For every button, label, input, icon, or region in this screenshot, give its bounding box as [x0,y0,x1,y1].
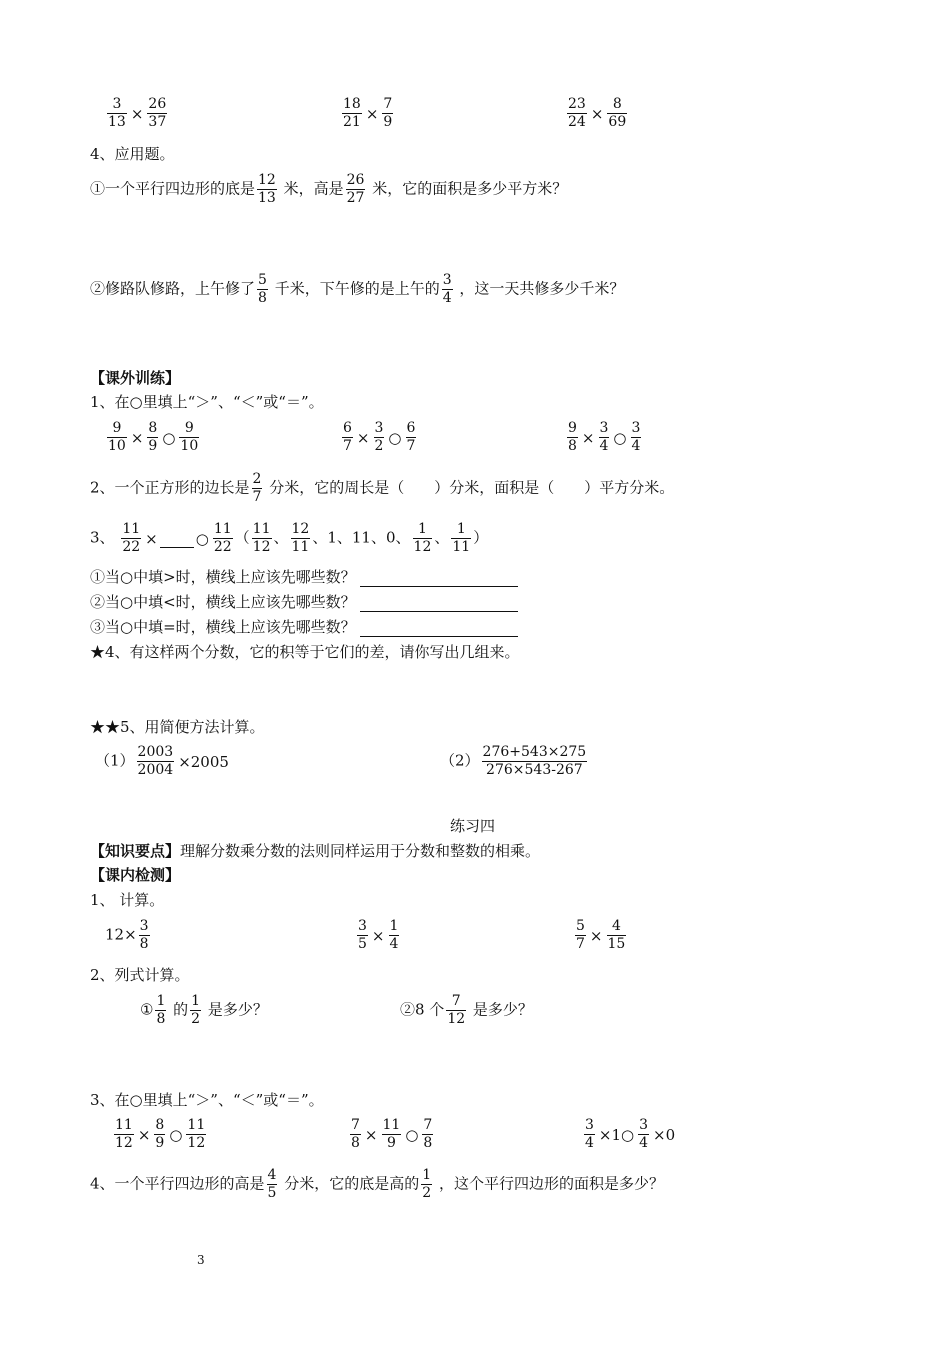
compare-expr: $\frac{7}{8}$ × $\frac{11}{9}$ ○ $\frac{7}{8}$ [351,1117,433,1151]
fraction: $\frac{23}{24}$ [568,96,586,130]
section-title-inclass: 【课内检测】 [90,866,181,884]
q4-problem-2: ②修路队修路，上午修了 $\frac{5}{8}$ 千米，下午修的是上午的 $\frac{3}{4}$ ，这一天共修多少千米？ [90,272,625,306]
exercise-title: 练习四 [450,817,496,835]
compare-expr: $\frac{9}{8}$ × $\frac{3}{4}$ ○ $\frac{3}{4}$ [568,420,641,454]
ex4-q2-text: 2、列式计算。 [90,966,190,984]
fraction: $\frac{276+543\times 275}{276\times 543-267}$ [482,744,587,778]
fraction: $\frac{26}{37}$ [148,96,167,130]
fraction: $\frac{3}{5}$ [358,918,367,952]
fraction: $\frac{1}{12}$ [413,521,432,555]
fraction: $\frac{11}{22}$ [122,521,141,555]
knowledge-points: 【知识要点】理解分数乘分数的法则同样运用于分数和整数的相乘。 [90,842,541,860]
answer-blank[interactable] [160,529,194,548]
fraction: $\frac{12}{13}$ [258,172,276,206]
ex4-q3-text: 3、在○里填上“＞”、“＜”或“＝”。 [90,1091,324,1109]
fraction: $\frac{3}{2}$ [374,420,384,454]
ex4-q4: 4、一个平行四边形的高是 $\frac{4}{5}$ 分米，它的底是高的 $\frac{1}{2}$ ，这个平行四边形的面积是多少？ [90,1167,664,1201]
compare-circle[interactable]: ×1○ [598,1125,635,1144]
ex4-q1-text: 1、 计算。 [90,891,165,909]
fraction: $\frac{1}{4}$ [389,918,399,952]
fraction: $\frac{26}{27}$ [346,172,365,206]
extra-q4: ★4、有这样两个分数，它的积等于它们的差，请你写出几组来。 [90,643,520,661]
calc-expr: 12× $\frac{3}{8}$ [105,918,149,952]
fraction: $\frac{3}{8}$ [139,918,149,952]
fraction: $\frac{2003}{2004}$ [137,744,174,778]
fraction: $\frac{4}{15}$ [607,918,626,952]
compare-circle[interactable]: ○ [405,1125,419,1144]
calc-expr: $\frac{3}{5}$ × $\frac{1}{4}$ [358,918,399,952]
fraction: $\frac{12}{11}$ [291,521,310,555]
times-sign: × [130,104,144,123]
extra-q5-text: ★★5、用简便方法计算。 [90,718,265,736]
fraction: $\frac{3}{4}$ [631,420,641,454]
calc-row-1 [105,96,169,131]
calc-row-1b [340,96,395,131]
extra-q3-sub-3: ③当○中填=时，横线上应该先哪些数？ [90,617,518,637]
extra-q3-sub-1: ①当○中填>时，横线上应该先哪些数？ [90,567,518,587]
fraction: $\frac{8}{9}$ [148,420,158,454]
ex4-q2-part-2: ②8 个 $\frac{7}{12}$ 是多少？ [400,993,533,1027]
extra-q1-text: 1、在○里填上“＞”、“＜”或“＝”。 [90,393,324,411]
compare-expr: $\frac{6}{7}$ × $\frac{3}{2}$ ○ $\frac{6}{7}$ [343,420,416,454]
fraction: $\frac{6}{7}$ [343,420,352,454]
answer-line[interactable] [360,595,518,612]
calc-row-1c [565,96,629,131]
times-sign: × [590,104,604,123]
fraction: $\frac{18}{21}$ [343,96,361,130]
compare-expr: $\frac{3}{4}$ ×1○ $\frac{3}{4}$ ×0 [585,1117,676,1151]
fraction: $\frac{8}{69}$ [608,96,627,130]
fraction: $\frac{1}{11}$ [452,521,471,555]
fraction: $\frac{9}{10}$ [180,420,199,454]
fraction: $\frac{1}{8}$ [156,993,166,1027]
fraction: $\frac{7}{9}$ [383,96,393,130]
fraction: $\frac{3}{4}$ [442,272,452,306]
fraction: $\frac{5}{8}$ [258,272,267,306]
fraction: $\frac{2}{7}$ [252,471,262,505]
fraction: $\frac{9}{8}$ [568,420,577,454]
extra-q3: 3、 $\frac{11}{22}$ × ○ $\frac{11}{22}$ （ $\frac{11}{12}$ 、 $\frac{12}{11}$ 、1、11、0、 $\frac{1}{12}$ 、 $\frac{1}{11}$ ） [90,521,489,555]
compare-circle[interactable]: ○ [169,1125,183,1144]
fraction: $\frac{11}{12}$ [252,521,271,555]
extra-q5-part-2: （2） $\frac{276+543\times 275}{276\times 543-267}$ [440,744,587,778]
fraction: $\frac{3}{13}$ [108,96,126,130]
fraction: $\frac{1}{2}$ [422,1167,432,1201]
answer-line[interactable] [360,620,518,637]
calc-expr: $\frac{5}{7}$ × $\frac{4}{15}$ [576,918,626,952]
fraction: $\frac{9}{10}$ [108,420,126,454]
extra-q3-sub-2: ②当○中填<时，横线上应该先哪些数？ [90,592,518,612]
fraction: $\frac{11}{12}$ [187,1117,206,1151]
times-sign: × [365,104,379,123]
answer-line[interactable] [360,570,518,587]
fraction: $\frac{4}{5}$ [267,1167,277,1201]
compare-circle[interactable]: ○ [195,529,209,548]
fraction: $\frac{11}{12}$ [115,1117,133,1151]
q4-problem-1: ①一个平行四边形的底是 $\frac{12}{13}$ 米，高是 $\frac{26}{27}$ 米，它的面积是多少平方米？ [90,172,568,206]
fraction: $\frac{7}{12}$ [447,993,466,1027]
compare-circle[interactable]: ○ [162,428,176,447]
section-title-extra: 【课外训练】 [90,369,181,387]
compare-circle[interactable]: ○ [388,428,402,447]
extra-q5-part-1: （1） $\frac{2003}{2004}$ ×2005 [95,744,229,778]
fraction: $\frac{1}{2}$ [191,993,201,1027]
compare-circle[interactable]: ○ [613,428,627,447]
fraction: $\frac{11}{22}$ [213,521,232,555]
fraction: $\frac{11}{9}$ [382,1117,401,1151]
extra-q2: 2、一个正方形的边长是 $\frac{2}{7}$ 分米，它的周长是（ ）分米，面积是（ ）平方分米。 [90,471,675,505]
fraction: $\frac{3}{4}$ [639,1117,649,1151]
ex4-q2-part-1: ① $\frac{1}{8}$ 的 $\frac{1}{2}$ 是多少？ [140,993,268,1027]
fraction: $\frac{6}{7}$ [406,420,416,454]
page-number: 3 [197,1253,205,1267]
fraction: $\frac{7}{8}$ [423,1117,433,1151]
fraction: $\frac{7}{8}$ [351,1117,360,1151]
fraction: $\frac{5}{7}$ [576,918,585,952]
q4-heading: 4、应用题。 [90,145,175,163]
compare-expr: $\frac{11}{12}$ × $\frac{8}{9}$ ○ $\frac{11}{12}$ [115,1117,206,1151]
fraction: $\frac{3}{4}$ [599,420,609,454]
fraction: $\frac{8}{9}$ [155,1117,165,1151]
fraction: $\frac{3}{4}$ [585,1117,594,1151]
compare-expr: $\frac{9}{10}$ × $\frac{8}{9}$ ○ $\frac{9}{10}$ [108,420,199,454]
